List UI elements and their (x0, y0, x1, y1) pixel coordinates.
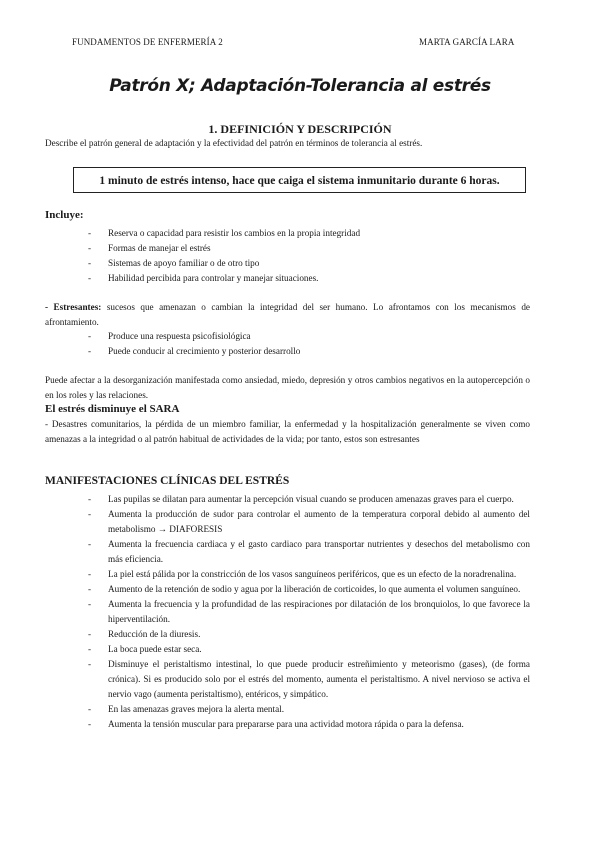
header-author: MARTA GARCÍA LARA (419, 37, 515, 47)
list-item: - Aumenta la frecuencia y la profundidad de las respiraciones por dilatación de los bronquiolos, lo que favorece la hiperventilación. (88, 597, 530, 627)
stressors-paragraph (45, 300, 530, 330)
list-item: - Aumenta la frecuencia cardiaca y el gasto cardiaco para transportar nutrientes y desechos del metabolismo con más eficiencia. (88, 537, 530, 567)
list-item: - Produce una respuesta psicofisiológica (88, 329, 530, 344)
manifestations-list (88, 492, 530, 732)
sara-paragraph: - Desastres comunitarios, la pérdida de un miembro familiar, la enfermedad y la hospitalización generalmente se viven como amenazas a la integridad o al patrón habitual de actividades de la vida; por tanto, estos son estresantes (45, 419, 530, 444)
list-item: - La piel está pálida por la constricción de los vasos sanguíneos periféricos, que es un efecto de la noradrenalina. (88, 567, 530, 582)
page-title: Patrón X; Adaptación-Tolerancia al estrés (109, 76, 491, 96)
header-course: FUNDAMENTOS DE ENFERMERÍA 2 (72, 37, 223, 47)
list-item: - Reducción de la diuresis. (88, 627, 530, 642)
list-item: - Reserva o capacidad para resistir los cambios en la propia integridad (88, 226, 530, 241)
section-description: Describe el patrón general de adaptación y la efectividad del patrón en términos de tolerancia al estrés. (45, 138, 423, 148)
list-item: - Formas de manejar el estrés (88, 241, 530, 256)
includes-list (88, 226, 530, 286)
section-heading-definition: 1. DEFINICIÓN Y DESCRIPCIÓN (208, 122, 392, 136)
list-item: - Puede conducir al crecimiento y posterior desarrollo (88, 344, 530, 359)
list-item: - Sistemas de apoyo familiar o de otro tipo (88, 256, 530, 271)
list-item: - Las pupilas se dilatan para aumentar la percepción visual cuando se producen amenazas graves para el cuerpo. (88, 492, 530, 507)
list-item: - En las amenazas graves mejora la alerta mental. (88, 702, 530, 717)
stressors-text: sucesos que amenazan o cambian la integridad del ser humano. Lo afrontamos con los mecanismos de afrontamiento. (45, 302, 530, 327)
list-item: - Aumento de la retención de sodio y agua por la liberación de corticoides, lo que aumenta el volumen sanguíneo. (88, 582, 530, 597)
list-item: - Aumenta la tensión muscular para prepararse para una actividad motora rápida o para la defensa. (88, 717, 530, 732)
highlight-box: 1 minuto de estrés intenso, hace que caiga el sistema inmunitario durante 6 horas. (73, 167, 526, 193)
stressors-list (88, 329, 530, 359)
list-item: - Habilidad percibida para controlar y manejar situaciones. (88, 271, 530, 286)
stressors-label: - Estresantes: (45, 302, 102, 312)
list-item: - Aumenta la producción de sudor para controlar el aumento de la temperatura corporal debido al aumento del metabolismo → DIAFORESIS (88, 507, 530, 537)
sara-heading: El estrés disminuye el SARA (45, 403, 180, 415)
list-item: - La boca puede estar seca. (88, 642, 530, 657)
list-item: - Disminuye el peristaltismo intestinal, lo que puede producir estreñimiento y meteorismo (gases), (de forma crónica). Si es producido solo por el estrés del momento, aumenta el peristaltismo. A nivel nervioso se activa el nervio vago (aumenta peristaltismo), entéricos, y simpático. (88, 657, 530, 702)
disorganization-paragraph: Puede afectar a la desorganización manifestada como ansiedad, miedo, depresión y otros cambios negativos en la autopercepción o en los roles y las relaciones. (45, 375, 530, 400)
includes-heading: Incluye: (45, 209, 84, 221)
manifestations-heading: MANIFESTACIONES CLÍNICAS DEL ESTRÉS (45, 475, 290, 487)
